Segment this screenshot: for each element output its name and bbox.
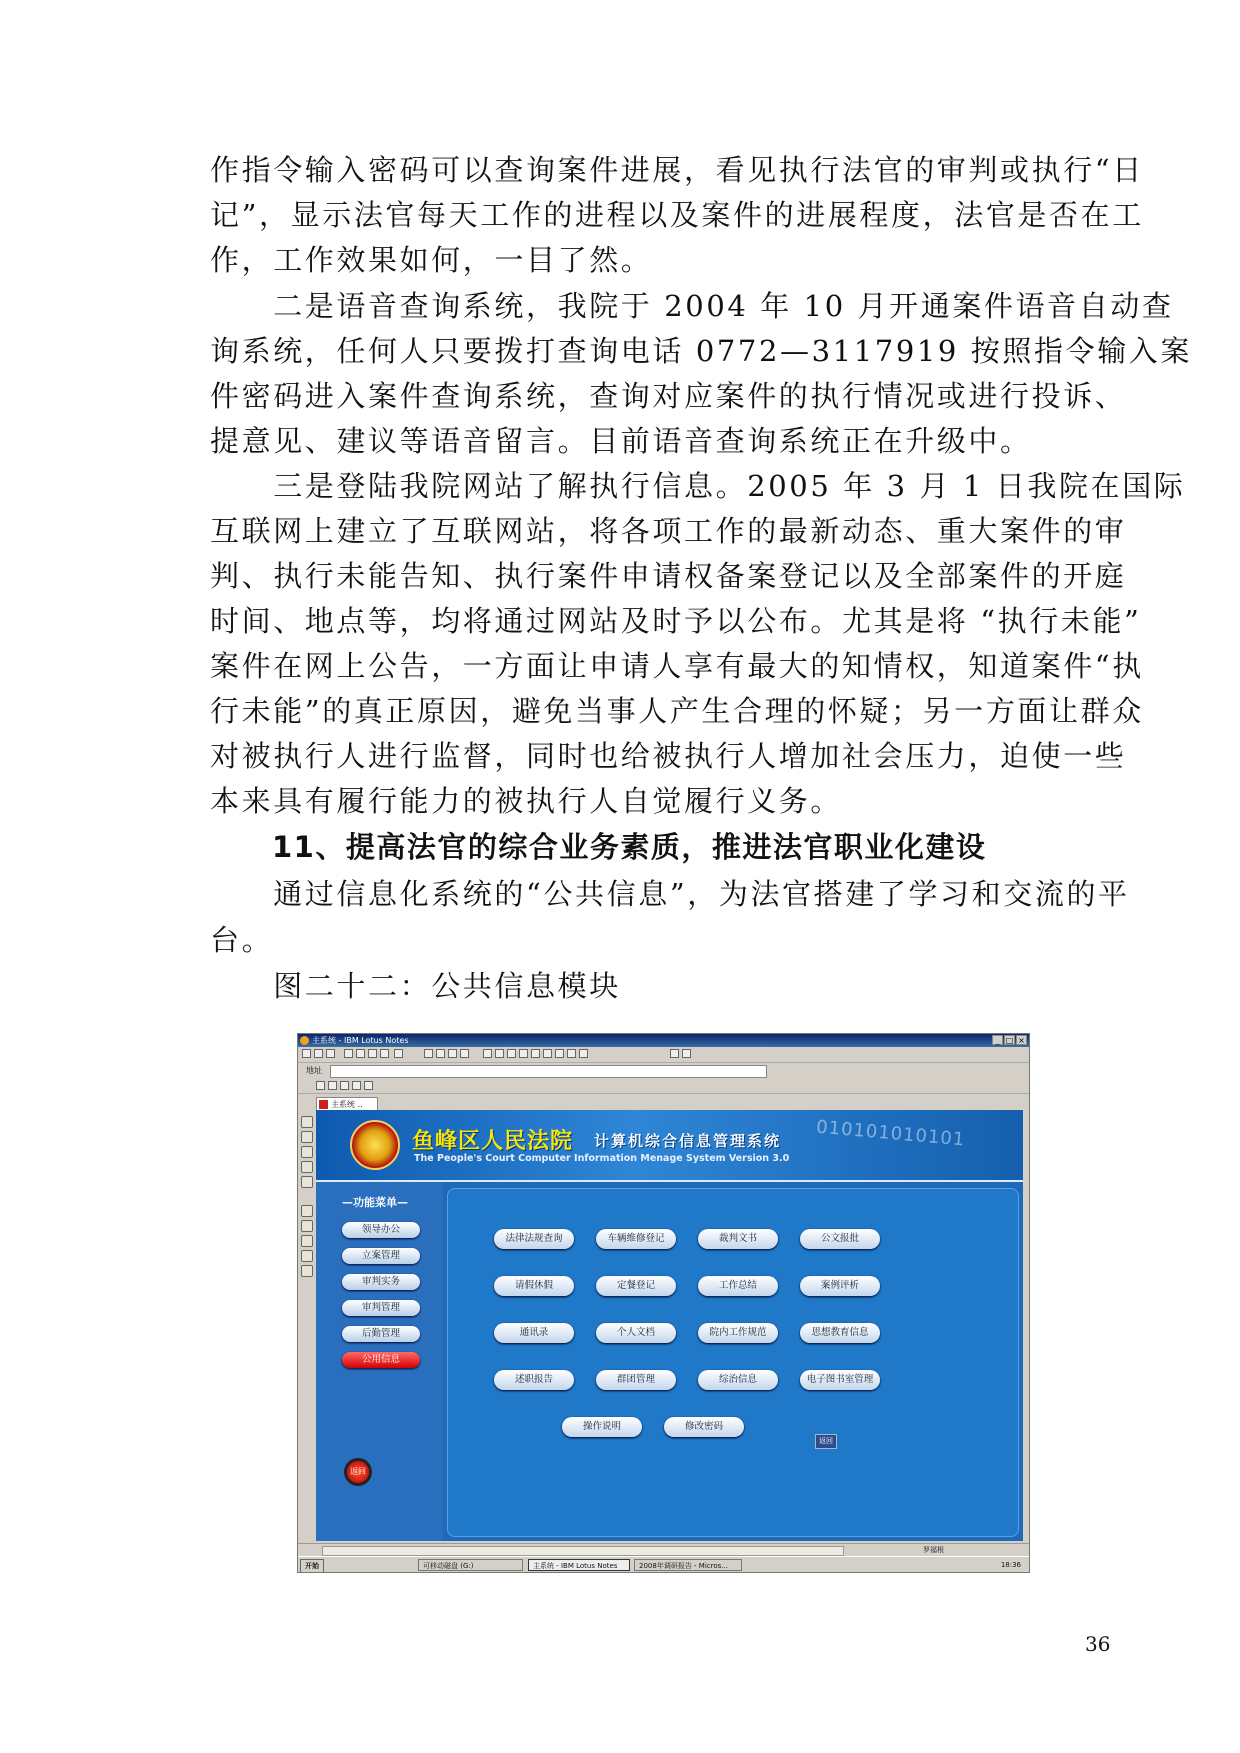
change-password-button[interactable]: 修改密码 bbox=[664, 1417, 744, 1437]
function-button[interactable]: 通讯录 bbox=[494, 1323, 574, 1343]
window-titlebar bbox=[298, 1034, 1029, 1047]
text-line: 互联网上建立了互联网站，将各项工作的最新动态、重大案件的审 bbox=[210, 514, 1127, 548]
operation-guide-button[interactable]: 操作说明 bbox=[562, 1417, 642, 1437]
function-button[interactable]: 法律法规查询 bbox=[494, 1229, 574, 1249]
toolbar-icon[interactable] bbox=[380, 1049, 389, 1058]
status-bar bbox=[298, 1543, 1029, 1556]
menu-item-trial-management[interactable]: 审判管理 bbox=[342, 1300, 420, 1316]
tab-icon bbox=[319, 1100, 328, 1109]
function-button[interactable]: 群团管理 bbox=[596, 1370, 676, 1390]
start-button[interactable]: 开始 bbox=[300, 1559, 324, 1573]
toolbar-icon[interactable] bbox=[543, 1049, 552, 1058]
toolbar-icon[interactable] bbox=[364, 1081, 373, 1090]
text-line: 行未能”的真正原因，避免当事人产生合理的怀疑；另一方面让群众 bbox=[210, 694, 1144, 728]
toolbar-icon[interactable] bbox=[340, 1081, 349, 1090]
toolbar-icon[interactable] bbox=[555, 1049, 564, 1058]
function-menu bbox=[316, 1182, 443, 1541]
binary-decoration: 010101010101 bbox=[815, 1116, 967, 1151]
toolbar-icon[interactable] bbox=[519, 1049, 528, 1058]
function-button[interactable]: 公文报批 bbox=[800, 1229, 880, 1249]
window-controls bbox=[992, 1035, 1027, 1045]
bookmark-icon[interactable] bbox=[301, 1161, 313, 1173]
toolbar-icon[interactable] bbox=[356, 1049, 365, 1058]
toolbar-icon[interactable] bbox=[495, 1049, 504, 1058]
text-line: 台。 bbox=[210, 923, 274, 957]
text-line: 案件在网上公告，一方面让申请人享有最大的知情权，知道案件“执 bbox=[210, 649, 1144, 683]
maximize-button[interactable]: □ bbox=[1005, 1036, 1014, 1045]
taskbar-item[interactable]: 2008年调研报告 - Micros... bbox=[634, 1559, 742, 1571]
function-button[interactable]: 述职报告 bbox=[494, 1370, 574, 1390]
text-line: 本来具有履行能力的被执行人自觉履行义务。 bbox=[210, 784, 843, 818]
taskbar-item[interactable]: 可移动磁盘 (G:) bbox=[418, 1559, 523, 1571]
function-button[interactable]: 请假休假 bbox=[494, 1276, 574, 1296]
toolbar-icon[interactable] bbox=[507, 1049, 516, 1058]
text-line: 二是语音查询系统，我院于 2004 年 10 月开通案件语音自动查 bbox=[210, 289, 1174, 323]
text-line: 对被执行人进行监督，同时也给被执行人增加社会压力，迫使一些 bbox=[210, 739, 1127, 773]
menu-header: —功能菜单— bbox=[342, 1196, 408, 1209]
function-panel bbox=[447, 1188, 1019, 1537]
secondary-toolbar bbox=[298, 1079, 1029, 1094]
text-line: 记”，显示法官每天工作的进程以及案件的进展程度，法官是否在工 bbox=[210, 198, 1144, 232]
toolbar-icon[interactable] bbox=[368, 1049, 377, 1058]
main-toolbar bbox=[298, 1047, 1029, 1063]
menu-item-leader-office[interactable]: 领导办公 bbox=[342, 1222, 420, 1238]
bookmark-icon[interactable] bbox=[301, 1205, 313, 1217]
window-title: 主系统 - IBM Lotus Notes bbox=[312, 1036, 409, 1045]
bookmark-icon[interactable] bbox=[301, 1265, 313, 1277]
court-emblem-icon bbox=[350, 1120, 400, 1170]
function-button[interactable]: 工作总结 bbox=[698, 1276, 778, 1296]
bookmark-icon[interactable] bbox=[301, 1146, 313, 1158]
horizontal-scrollbar[interactable] bbox=[322, 1546, 844, 1556]
bookmark-icon[interactable] bbox=[301, 1176, 313, 1188]
court-app bbox=[316, 1110, 1023, 1541]
minimize-button[interactable]: _ bbox=[992, 1035, 1003, 1045]
toolbar-icon[interactable] bbox=[344, 1049, 353, 1058]
text-line: 通过信息化系统的“公共信息”，为法官搭建了学习和交流的平 bbox=[210, 877, 1130, 911]
text-line: 件密码进入案件查询系统，查询对应案件的执行情况或进行投诉、 bbox=[210, 379, 1127, 413]
clock: 18:36 bbox=[1000, 1561, 1021, 1569]
tab-main-system[interactable] bbox=[316, 1097, 378, 1110]
toolbar-icon[interactable] bbox=[314, 1049, 323, 1058]
menu-item-case-filing[interactable]: 立案管理 bbox=[342, 1248, 420, 1264]
section-heading: 11、提高法官的综合业务素质，推进法官职业化建设 bbox=[272, 830, 987, 864]
function-button[interactable]: 院内工作规范 bbox=[698, 1323, 778, 1343]
toolbar-icon[interactable] bbox=[424, 1049, 433, 1058]
bookmark-icon[interactable] bbox=[301, 1116, 313, 1128]
text-line: 作，工作效果如何，一目了然。 bbox=[210, 243, 653, 277]
address-input[interactable] bbox=[330, 1065, 767, 1078]
figure-screenshot bbox=[297, 1033, 1030, 1573]
taskbar-item[interactable]: 主系统 - IBM Lotus Notes bbox=[528, 1559, 630, 1571]
windows-taskbar bbox=[298, 1556, 1029, 1573]
menu-item-public-info[interactable]: 公用信息 bbox=[342, 1352, 420, 1368]
toolbar-icon[interactable] bbox=[448, 1049, 457, 1058]
figure-caption: 图二十二：公共信息模块 bbox=[210, 969, 621, 1003]
status-user: 罗福根 bbox=[923, 1546, 944, 1554]
menu-item-logistics[interactable]: 后勤管理 bbox=[342, 1326, 420, 1342]
small-return-button[interactable]: 返回 bbox=[815, 1434, 837, 1449]
text-line: 作指令输入密码可以查询案件进展，看见执行法官的审判或执行“日 bbox=[210, 153, 1144, 187]
toolbar-icon[interactable] bbox=[682, 1049, 691, 1058]
english-title: The People's Court Computer Information Menage System Version 3.0 bbox=[414, 1153, 790, 1164]
toolbar-icon[interactable] bbox=[579, 1049, 588, 1058]
text-line: 三是登陆我院网站了解执行信息。2005 年 3 月 1 日我院在国际 bbox=[210, 469, 1186, 503]
lotus-notes-icon bbox=[300, 1036, 309, 1045]
toolbar-icon[interactable] bbox=[352, 1081, 361, 1090]
toolbar-icon[interactable] bbox=[302, 1049, 311, 1058]
bookmark-icon[interactable] bbox=[301, 1220, 313, 1232]
toolbar-icon[interactable] bbox=[394, 1049, 403, 1058]
toolbar-icon[interactable] bbox=[670, 1049, 679, 1058]
function-button[interactable]: 个人文档 bbox=[596, 1323, 676, 1343]
app-banner bbox=[316, 1110, 1023, 1182]
text-line: 询系统，任何人只要拨打查询电话 0772—3117919 按照指令输入案 bbox=[210, 334, 1192, 368]
function-button[interactable]: 思想教育信息 bbox=[800, 1323, 880, 1343]
toolbar-icon[interactable] bbox=[483, 1049, 492, 1058]
function-button[interactable]: 定餐登记 bbox=[596, 1276, 676, 1296]
toolbar-icon[interactable] bbox=[316, 1081, 325, 1090]
toolbar-icon[interactable] bbox=[328, 1081, 337, 1090]
function-button[interactable]: 案例评析 bbox=[800, 1276, 880, 1296]
toolbar-icon[interactable] bbox=[531, 1049, 540, 1058]
toolbar-icon[interactable] bbox=[460, 1049, 469, 1058]
text-line: 判、执行未能告知、执行案件申请权备案登记以及全部案件的开庭 bbox=[210, 559, 1127, 593]
bookmark-icon[interactable] bbox=[301, 1131, 313, 1143]
toolbar-icon[interactable] bbox=[567, 1049, 576, 1058]
bookmark-icon[interactable] bbox=[301, 1250, 313, 1262]
toolbar-icon[interactable] bbox=[436, 1049, 445, 1058]
function-button[interactable]: 裁判文书 bbox=[698, 1229, 778, 1249]
text-line: 时间、地点等，均将通过网站及时予以公布。尤其是将 “执行未能” bbox=[210, 604, 1142, 638]
menu-item-trial-practice[interactable]: 审判实务 bbox=[342, 1274, 420, 1290]
bookmark-bar bbox=[298, 1110, 315, 1542]
tab-label: 主系统 .. bbox=[331, 1100, 363, 1109]
function-button[interactable]: 综治信息 bbox=[698, 1370, 778, 1390]
system-name: 计算机综合信息管理系统 bbox=[594, 1132, 782, 1150]
page-number: 36 bbox=[1085, 1632, 1111, 1656]
function-button[interactable]: 车辆维修登记 bbox=[596, 1229, 676, 1249]
close-button[interactable]: × bbox=[1016, 1035, 1027, 1045]
court-name: 鱼峰区人民法院 bbox=[412, 1129, 574, 1154]
bookmark-icon[interactable] bbox=[301, 1235, 313, 1247]
address-label: 地址 bbox=[306, 1066, 322, 1075]
toolbar-icon[interactable] bbox=[326, 1049, 335, 1058]
function-button[interactable]: 电子图书室管理 bbox=[800, 1370, 880, 1390]
back-button[interactable]: 返回 bbox=[344, 1458, 372, 1486]
text-line: 提意见、建议等语音留言。目前语音查询系统正在升级中。 bbox=[210, 424, 1032, 458]
address-bar bbox=[298, 1063, 1029, 1078]
tab-row bbox=[298, 1094, 1029, 1109]
